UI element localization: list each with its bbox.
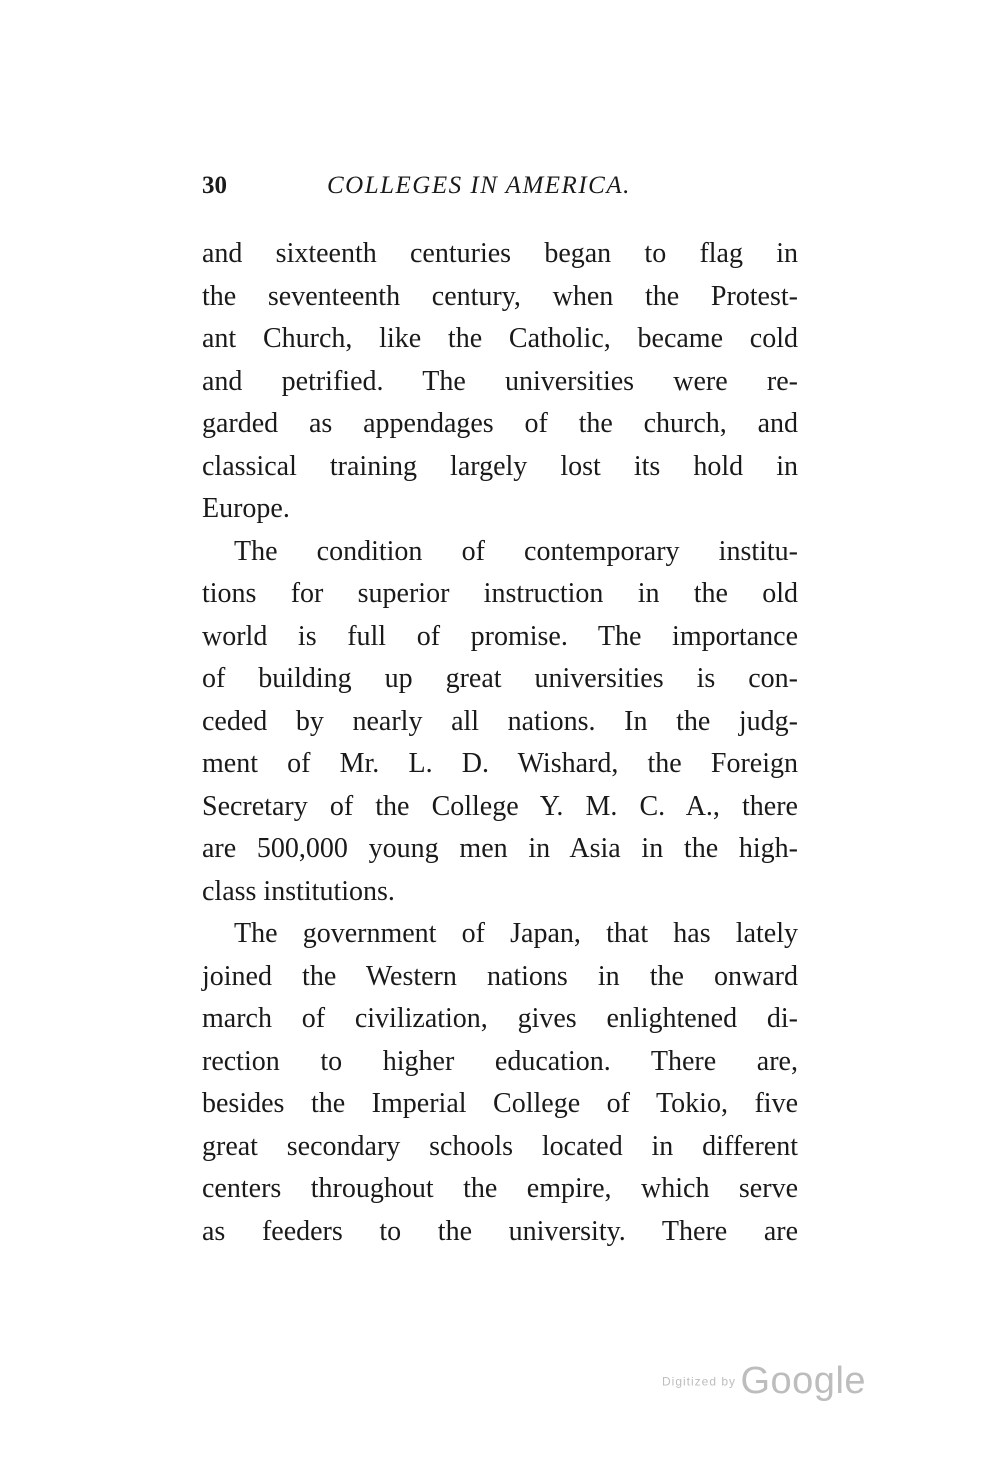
paragraph-1	[202, 233, 798, 531]
text-line: march of civilization, gives enlightened di-	[202, 1003, 798, 1034]
paragraph-3	[202, 913, 798, 1253]
text-line: rection to higher education. There are,	[202, 1045, 798, 1077]
text-line: classical training largely lost its hold in	[202, 450, 798, 482]
text-line: ant Church, like the Catholic, became cold	[202, 323, 798, 354]
text-line: besides the Imperial College of Tokio, five	[202, 1088, 798, 1119]
running-head	[202, 172, 798, 212]
text-line: and sixteenth centuries began to flag in	[202, 238, 798, 269]
running-title: COLLEGES IN AMERICA.	[327, 172, 631, 199]
text-line: joined the Western nations in the onward	[202, 960, 798, 992]
text-line: great secondary schools located in different	[202, 1130, 798, 1162]
text-line: Europe.	[202, 493, 290, 524]
text-line: tions for superior instruction in the old	[202, 578, 798, 609]
paragraph-2	[202, 531, 798, 914]
page-number: 30	[202, 172, 227, 199]
text-line: as feeders to the university. There are	[202, 1215, 798, 1247]
text-line: The government of Japan, that has lately	[234, 918, 798, 949]
watermark-prefix: Digitized by	[662, 1374, 737, 1389]
text-line: Secretary of the College Y. M. C. A., there	[202, 790, 798, 822]
text-line: world is full of promise. The importance	[202, 620, 798, 652]
text-line: the seventeenth century, when the Protest-	[202, 280, 798, 312]
body-text	[202, 233, 798, 1253]
text-line: garded as appendages of the church, and	[202, 408, 798, 439]
text-line: ceded by nearly all nations. In the judg-	[202, 705, 798, 737]
text-line: class institutions.	[202, 875, 395, 907]
text-line: and petrified. The universities were re-	[202, 365, 798, 397]
text-line: ment of Mr. L. D. Wishard, the Foreign	[202, 748, 798, 779]
google-logo: Google	[740, 1360, 867, 1402]
digitized-by-google-watermark	[662, 1360, 866, 1403]
text-line: The condition of contemporary institu-	[234, 535, 798, 567]
text-line: of building up great universities is con-	[202, 663, 798, 694]
book-page	[202, 172, 798, 1253]
text-line: centers throughout the empire, which serve	[202, 1173, 798, 1204]
text-line: are 500,000 young men in Asia in the high-	[202, 833, 798, 864]
